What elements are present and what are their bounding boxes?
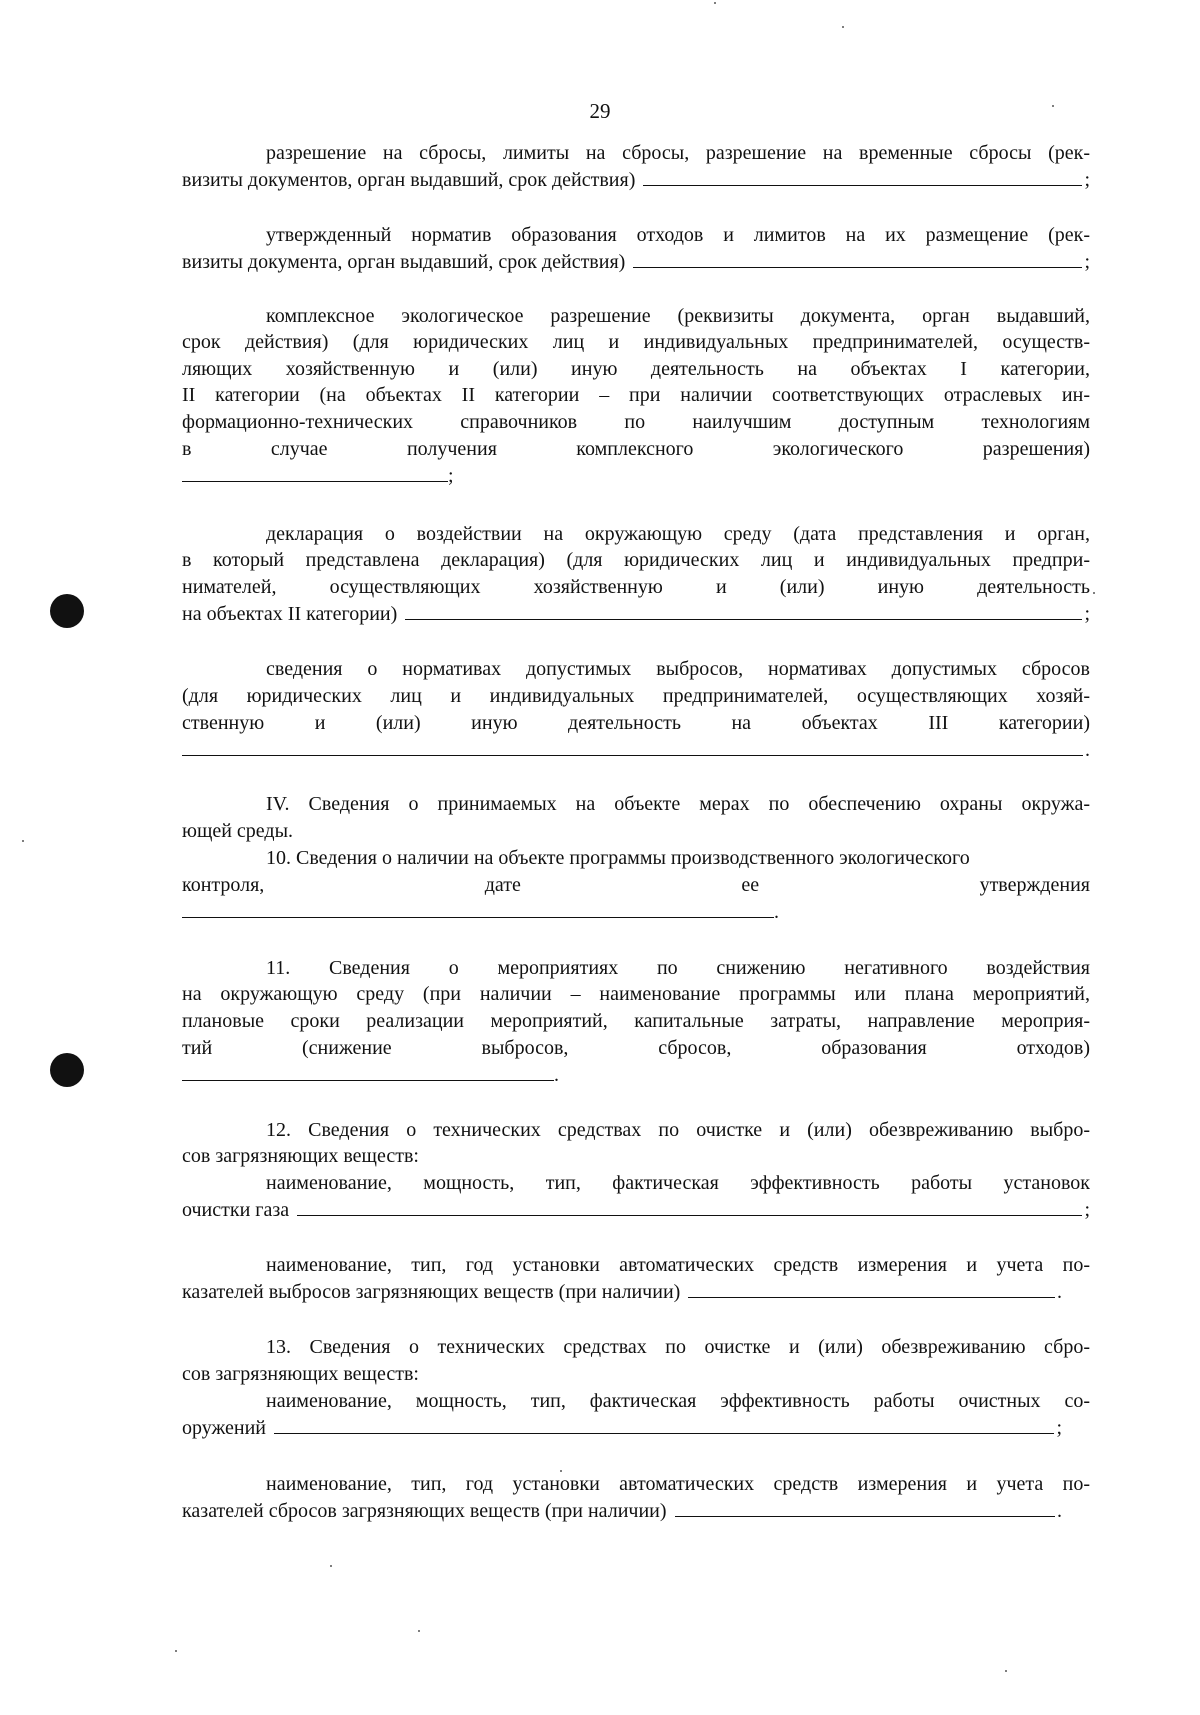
- text-line: сов загрязняющих веществ:: [182, 1363, 419, 1385]
- fill-line: [182, 1197, 1090, 1223]
- semicolon: ;: [1084, 1199, 1090, 1221]
- text-line: на объектах II категории): [182, 603, 398, 625]
- section-heading: ющей среды.: [182, 820, 294, 842]
- fill-line: [182, 1279, 1062, 1305]
- blank-field: [297, 1197, 1082, 1216]
- text-line: II категории (на объектах II категории – при наличии соответствующих отраслевых ин-: [182, 384, 1090, 406]
- text-line: 10. Сведения о наличии на объекте программы производственного экологического: [266, 847, 970, 869]
- period: .: [1057, 1500, 1062, 1522]
- blank-field: [633, 249, 1082, 268]
- semicolon: ;: [1084, 169, 1090, 191]
- scan-speck: [714, 2, 716, 4]
- blank-field: [274, 1415, 1054, 1434]
- scan-speck: [842, 26, 844, 28]
- text-line: наименование, мощность, тип, фактическая эффективность работы установок: [266, 1172, 1090, 1194]
- text-line: плановые сроки реализации мероприятий, капитальные затраты, направление мероприя-: [182, 1010, 1090, 1032]
- text-line: утвержденный норматив образования отходов и лимитов на их размещение (рек-: [266, 224, 1090, 246]
- period: .: [774, 901, 779, 923]
- fill-line: [182, 1415, 1062, 1441]
- fill-line: [182, 1498, 1062, 1524]
- fill-line: [182, 167, 1090, 193]
- blank-field: [182, 1062, 554, 1081]
- text-line: 12. Сведения о технических средствах по очистке и (или) обезвреживанию выбро-: [266, 1119, 1090, 1141]
- punch-hole-mark: [50, 1053, 84, 1087]
- text-line: контроля, дате ее утверждения: [182, 874, 1090, 896]
- scan-speck: [330, 1565, 332, 1567]
- text-line: ственную и (или) иную деятельность на объектах III категории): [182, 712, 1090, 734]
- blank-field: [182, 737, 1083, 756]
- text-line: нимателей, осуществляющих хозяйственную и (или) иную деятельность: [182, 576, 1090, 598]
- scan-speck: [175, 1650, 177, 1652]
- period: .: [554, 1064, 559, 1086]
- text-line: тий (снижение выбросов, сбросов, образования отходов): [182, 1037, 1090, 1059]
- text-line: визиты документов, орган выдавший, срок действия): [182, 169, 636, 191]
- fill-line: [182, 601, 1090, 627]
- text-line: казателей выбросов загрязняющих веществ (при наличии): [182, 1281, 681, 1303]
- fill-line: [182, 899, 1090, 925]
- scan-speck: [22, 840, 24, 842]
- text-line: (для юридических лиц и индивидуальных предпринимателей, осуществляющих хозяй-: [182, 685, 1090, 707]
- section-heading: IV. Сведения о принимаемых на объекте мерах по обеспечению охраны окружа-: [266, 793, 1090, 815]
- fill-line: [182, 1062, 1090, 1088]
- text-line: наименование, мощность, тип, фактическая эффективность работы очистных со-: [266, 1390, 1090, 1412]
- text-line: наименование, тип, год установки автоматических средств измерения и учета по-: [266, 1254, 1090, 1276]
- semicolon: ;: [1084, 603, 1090, 625]
- period: .: [1057, 1281, 1062, 1303]
- text-line: срок действия) (для юридических лиц и индивидуальных предпринимателей, осуществ-: [182, 331, 1090, 353]
- page-number: 29: [589, 99, 611, 123]
- scan-speck: [1093, 592, 1095, 594]
- blank-field: [182, 899, 774, 918]
- text-line: визиты документа, орган выдавший, срок действия): [182, 251, 626, 273]
- fill-line: [182, 463, 1090, 489]
- text-line: 13. Сведения о технических средствах по очистке и (или) обезвреживанию сбро-: [266, 1336, 1090, 1358]
- blank-field: [643, 167, 1082, 186]
- semicolon: ;: [448, 465, 454, 487]
- semicolon: ;: [1056, 1417, 1062, 1439]
- scan-speck: [1005, 1670, 1007, 1672]
- text-line: в который представлена декларация) (для юридических лиц и индивидуальных предпри-: [182, 549, 1090, 571]
- blank-field: [688, 1279, 1055, 1298]
- scan-speck: [418, 1630, 420, 1632]
- blank-field: [405, 601, 1082, 620]
- text-line: казателей сбросов загрязняющих веществ (при наличии): [182, 1500, 667, 1522]
- blank-field: [675, 1498, 1055, 1517]
- text-line: декларация о воздействии на окружающую среду (дата представления и орган,: [266, 523, 1090, 545]
- text-line: ляющих хозяйственную и (или) иную деятельность на объектах I категории,: [182, 358, 1090, 380]
- text-line: комплексное экологическое разрешение (реквизиты документа, орган выдавший,: [266, 305, 1090, 327]
- text-line: на окружающую среду (при наличии – наименование программы или плана мероприятий,: [182, 983, 1090, 1005]
- text-line: в случае получения комплексного экологического разрешения): [182, 438, 1090, 460]
- text-line: разрешение на сбросы, лимиты на сбросы, разрешение на временные сбросы (рек-: [266, 142, 1090, 164]
- fill-line: [182, 737, 1090, 763]
- text-line: наименование, тип, год установки автоматических средств измерения и учета по-: [266, 1473, 1090, 1495]
- text-line: 11. Сведения о мероприятиях по снижению негативного воздействия: [266, 957, 1090, 979]
- text-line: оружений: [182, 1417, 267, 1439]
- text-line: сведения о нормативах допустимых выбросов, нормативах допустимых сбросов: [266, 658, 1090, 680]
- punch-hole-mark: [50, 594, 84, 628]
- semicolon: ;: [1084, 251, 1090, 273]
- text-line: формационно-технических справочников по наилучшим доступным технологиям: [182, 411, 1090, 433]
- text-line: очистки газа: [182, 1199, 290, 1221]
- blank-field: [182, 463, 448, 482]
- period: .: [1085, 739, 1090, 761]
- text-line: сов загрязняющих веществ:: [182, 1145, 419, 1167]
- fill-line: [182, 249, 1090, 275]
